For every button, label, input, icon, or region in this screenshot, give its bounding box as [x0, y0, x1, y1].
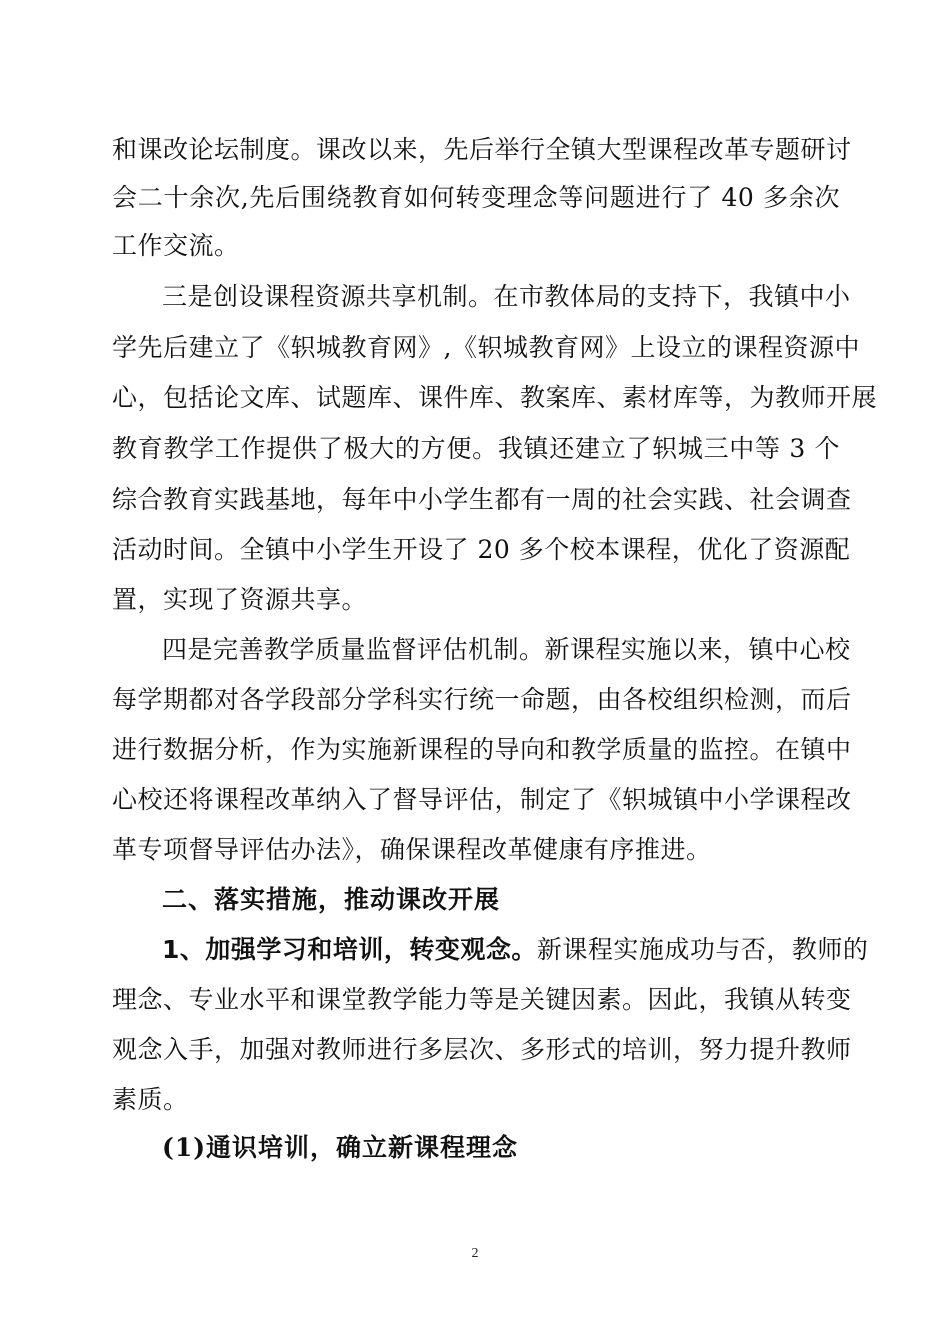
body-text-line: 会二十余次,先后围绕教育如何转变理念等问题进行了 40 多余次 — [112, 183, 840, 212]
body-text-line: 教育教学工作提供了极大的方便。我镇还建立了轵城三中等 3 个 — [112, 434, 840, 463]
body-text-line: 进行数据分析，作为实施新课程的导向和教学质量的监控。在镇中 — [112, 735, 852, 764]
body-text-line: 理念、专业水平和课堂教学能力等是关键因素。因此，我镇从转变 — [112, 985, 852, 1014]
body-text-line: 活动时间。全镇中小学生开设了 20 多个校本课程，优化了资源配 — [112, 535, 851, 564]
body-text-line: 观念入手，加强对教师进行多层次、多形式的培训，努力提升教师 — [112, 1035, 852, 1064]
paragraph-lead-rest: 新课程实施成功与否，教师的 — [536, 935, 869, 964]
body-text-line: 和课改论坛制度。课改以来，先后举行全镇大型课程改革专题研讨 — [112, 135, 852, 164]
body-text-line: 工作交流。 — [112, 231, 240, 260]
body-text-line: 综合教育实践基地，每年中小学生都有一周的社会实践、社会调查 — [112, 485, 852, 514]
body-text-line: 学先后建立了《轵城教育网》,《轵城教育网》上设立的课程资源中 — [112, 333, 860, 362]
body-text-line: 心，包括论文库、试题库、课件库、教案库、素材库等，为教师开展 — [112, 383, 878, 412]
body-text-line: 置，实现了资源共享。 — [112, 585, 368, 614]
body-text-line: 素质。 — [112, 1085, 189, 1114]
paragraph-lead: 1、加强学习和培训，转变观念。 — [162, 935, 537, 964]
page-number: 2 — [471, 1246, 479, 1261]
body-text-line — [162, 932, 869, 968]
body-text-line: 三是创设课程资源共享机制。在市教体局的支持下，我镇中小 — [162, 282, 851, 311]
subsection-heading: (1)通识培训，确立新课程理念 — [162, 1133, 519, 1162]
body-text-line: 四是完善教学质量监督评估机制。新课程实施以来，镇中心校 — [162, 635, 851, 664]
body-text-line: 心校还将课程改革纳入了督导评估，制定了《轵城镇中小学课程改 — [112, 785, 852, 814]
section-heading: 二、落实措施，推动课改开展 — [162, 885, 501, 914]
body-text-line: 革专项督导评估办法》，确保课程改革健康有序推进。 — [112, 835, 712, 864]
body-text-line: 每学期都对各学段部分学科实行统一命题，由各校组织检测，而后 — [112, 685, 852, 714]
